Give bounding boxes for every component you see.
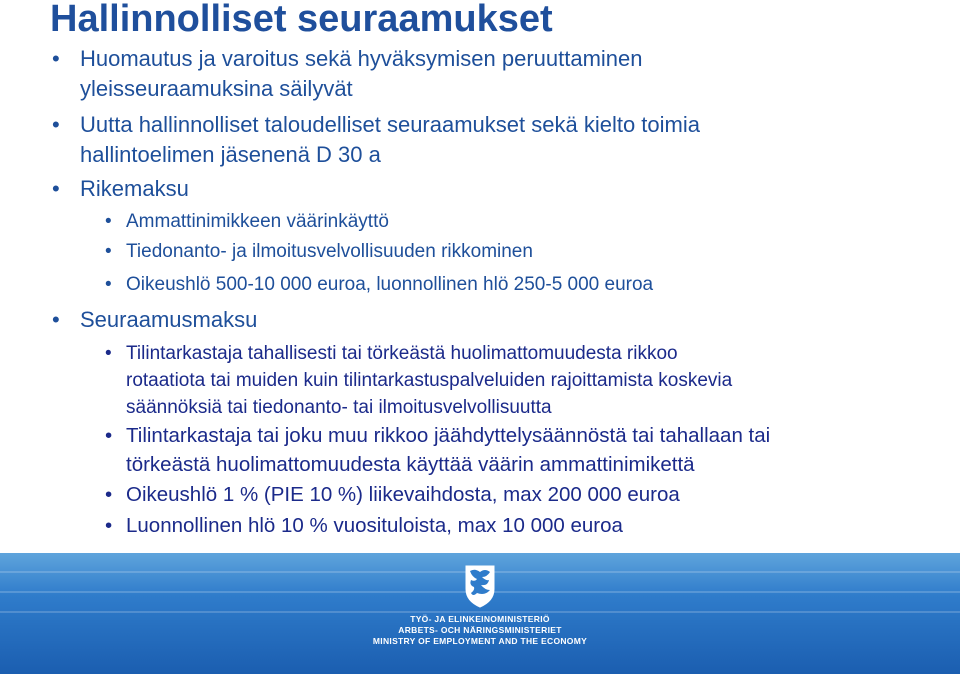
sub-bullet-item bbox=[126, 238, 926, 266]
bullet-item bbox=[80, 305, 940, 335]
bullet-line: • Oikeushlö 1 % (PIE 10 %) liikevaihdosta, max 200 000 euroa bbox=[126, 483, 680, 506]
bullet-line: • Tilintarkastaja tai joku muu rikkoo jäähdyttelysäännöstä tai tahallaan tai bbox=[126, 424, 771, 447]
ministry-name-fi: TYÖ- JA ELINKEINOMINISTERIÖ bbox=[410, 614, 550, 624]
bullet-line: • Seuraamusmaksu bbox=[80, 307, 258, 332]
bullet-item bbox=[80, 174, 940, 204]
sub-bullet-item bbox=[126, 479, 926, 510]
bullet-line: • Ammattinimikkeen väärinkäyttö bbox=[126, 211, 389, 232]
bullet-item bbox=[80, 110, 940, 170]
bullet-line: • Luonnollinen hlö 10 % vuosituloista, max 10 000 euroa bbox=[126, 514, 623, 537]
bullet-line: törkeästä huolimattomuudesta käyttää väärin ammattinimikettä bbox=[126, 453, 695, 476]
sub-bullet-item bbox=[126, 340, 926, 421]
ministry-name-sv: ARBETS- OCH NÄRINGSMINISTERIET bbox=[398, 625, 562, 635]
bullet-line: • Rikemaksu bbox=[80, 176, 189, 201]
footer-stripe bbox=[0, 611, 960, 613]
bullet-line: hallintoelimen jäsenenä D 30 a bbox=[80, 142, 381, 167]
bullet-line: • Tilintarkastaja tahallisesti tai törkeästä huolimattomuudesta rikkoo bbox=[126, 343, 678, 364]
bullet-item bbox=[80, 44, 940, 104]
bullet-line: rotaatiota tai muiden kuin tilintarkastuspalveluiden rajoittamista koskevia bbox=[126, 370, 733, 391]
ministry-name-en: MINISTRY OF EMPLOYMENT AND THE ECONOMY bbox=[372, 636, 588, 646]
slide-title: Hallinnolliset seuraamukset bbox=[50, 0, 553, 40]
bullet-line: • Oikeushlö 500-10 000 euroa, luonnollinen hlö 250-5 000 euroa bbox=[126, 274, 654, 295]
bullet-line: • Huomautus ja varoitus sekä hyväksymisen peruuttaminen bbox=[80, 46, 643, 71]
lion-crest-icon bbox=[463, 563, 497, 609]
sub-bullet-item bbox=[126, 271, 926, 299]
sub-bullet-item bbox=[126, 510, 926, 541]
sub-bullet-item bbox=[126, 208, 926, 236]
bullet-line: säännöksiä tai tiedonanto- tai ilmoitusvelvollisuutta bbox=[126, 397, 552, 418]
bullet-line: yleisseuraamuksina säilyvät bbox=[80, 76, 353, 101]
bullet-line: • Uutta hallinnolliset taloudelliset seuraamukset sekä kielto toimia bbox=[80, 112, 700, 137]
bullet-line: • Tiedonanto- ja ilmoitusvelvollisuuden rikkominen bbox=[126, 241, 533, 262]
sub-bullet-item bbox=[126, 421, 926, 479]
